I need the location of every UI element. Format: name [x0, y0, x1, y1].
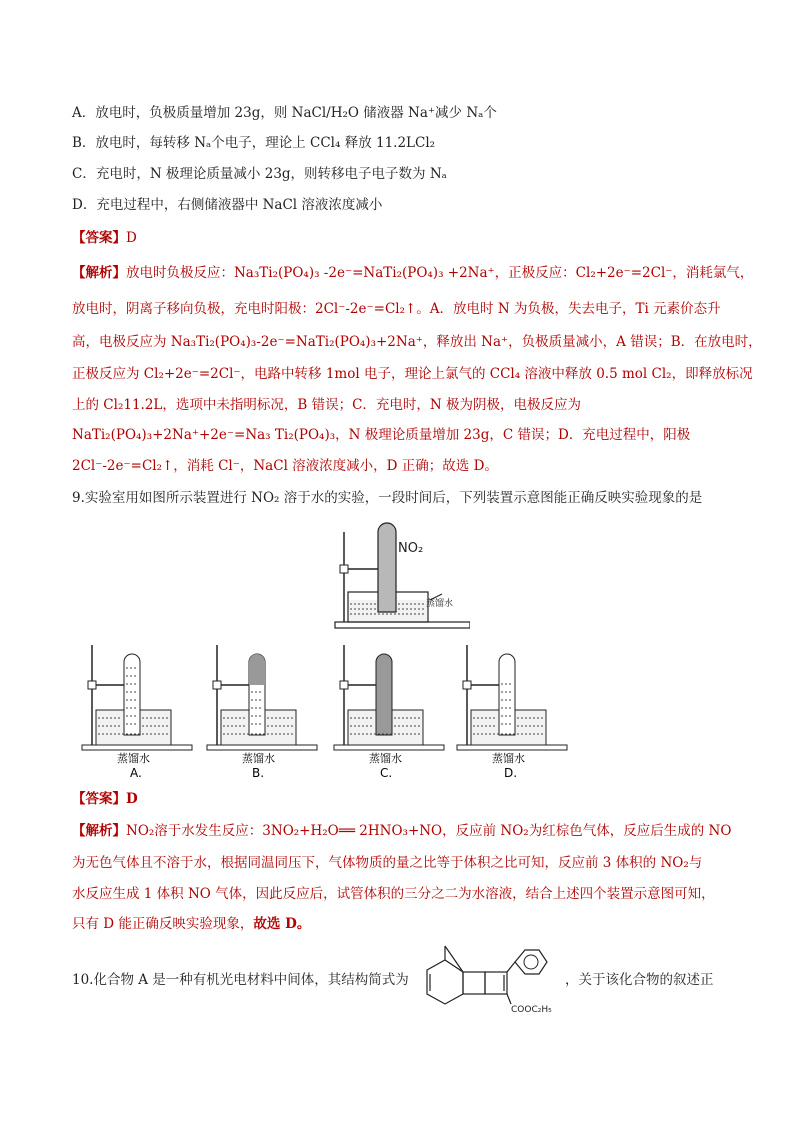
q8-analysis-line-2: 放电时，阴离子移向负极，充电时阳极：2Cl⁻-2e⁻=Cl₂↑。A．放电时 N 为负极，失去电子，Ti 元素价态升 [72, 301, 721, 317]
q9-analysis-line-3: 水反应生成 1 体积 NO 气体，因此反应后，试管体积的三分之二为水溶液，结合上述四个装置示意图可知， [72, 886, 715, 902]
answer-value: D [126, 791, 138, 807]
q8-analysis-line-5: 上的 Cl₂11.2L，选项中未指明标况，B 错误；C．充电时，N 极为阴极，电极反应为 [72, 397, 582, 413]
q8-analysis-line-4: 正极反应为 Cl₂+2e⁻=2Cl⁻，电路中转移 1mol 电子，理论上氯气的 CCl₄ 溶液中释放 0.5 mol Cl₂，即释放标况 [72, 366, 753, 382]
figure-option-d [457, 645, 567, 750]
q8-answer [72, 228, 137, 248]
stand-base [335, 622, 470, 628]
q8-analysis-line-7: 2Cl⁻-2e⁻=Cl₂↑，消耗 Cl⁻，NaCl 溶液浓度减小，D 正确；故选 D。 [72, 458, 498, 474]
option-figures [62, 640, 722, 780]
ester-group-label: COOC₂H₅ [511, 1005, 552, 1014]
q8-option-a: A．放电时，负极质量增加 23g，则 NaCl/H₂O 储液器 Na⁺减少 Nₐ个 [72, 105, 497, 121]
answer-tag: 【答案】 [72, 230, 126, 246]
option-label-b: B. [252, 766, 265, 780]
analysis-text: 放电时负极反应：Na₃Ti₂(PO₄)₃ -2e⁻=NaTi₂(PO₄)₃ +2Na⁺，正极反应：Cl₂+2e⁻=2Cl⁻，消耗氯气， [126, 265, 754, 281]
option-label-a: A. [130, 766, 142, 780]
structure-formula [415, 942, 575, 1014]
water-label-c: 蒸馏水 [369, 752, 402, 765]
water-label-b: 蒸馏水 [242, 752, 275, 765]
q9-analysis-line-4 [72, 914, 310, 934]
analysis-conclusion: 故选 D。 [253, 916, 311, 932]
figure-option-c [334, 645, 444, 750]
test-tube-no2 [378, 523, 396, 612]
apparatus-figure [330, 522, 470, 632]
analysis-tag: 【解析】 [72, 823, 126, 839]
analysis-tag: 【解析】 [72, 265, 126, 281]
figure-option-b [207, 645, 317, 750]
analysis-text: 只有 D 能正确反映实验现象， [72, 916, 254, 932]
clamp [340, 565, 348, 573]
q10-stem-start: 10.化合物 A 是一种有机光电材料中间体，其结构简式为 [72, 972, 409, 988]
answer-tag: 【答案】 [72, 791, 126, 807]
q10-stem-end: ，关于该化合物的叙述正 [565, 972, 714, 988]
q9-analysis-line-1 [72, 821, 731, 841]
water-label: 蒸馏水 [426, 599, 454, 609]
q9-answer [72, 789, 138, 809]
option-label-c: C. [380, 766, 393, 780]
q8-option-c: C．充电时，N 极理论质量减小 23g，则转移电子电子数为 Nₐ [72, 166, 447, 182]
q8-option-b: B．放电时，每转移 Nₐ个电子，理论上 CCl₄ 释放 11.2LCl₂ [72, 135, 436, 151]
gas-label: NO₂ [398, 541, 424, 556]
q9-stem: 9.实验室用如图所示装置进行 NO₂ 溶于水的实验，一段时间后，下列装置示意图能正确反映实验现象的是 [72, 490, 703, 506]
answer-value: D [126, 230, 137, 246]
water-label-a: 蒸馏水 [117, 752, 150, 765]
analysis-text: NO₂溶于水发生反应：3NO₂+H₂O══ 2HNO₃+NO，反应前 NO₂为红棕色气体，反应后生成的 NO [126, 823, 732, 839]
q8-analysis-line-6: NaTi₂(PO₄)₃+2Na⁺+2e⁻=Na₃ Ti₂(PO₄)₃，N 极理论质量增加 23g，C 错误；D．充电过程中，阳极 [72, 427, 691, 443]
water-label-d: 蒸馏水 [492, 752, 525, 765]
q8-option-d: D．充电过程中，右侧储液器中 NaCl 溶液浓度减小 [72, 197, 383, 213]
q8-analysis-line-1 [72, 263, 753, 283]
option-label-d: D. [504, 766, 518, 780]
q8-analysis-line-3: 高，电极反应为 Na₃Ti₂(PO₄)₃-2e⁻=NaTi₂(PO₄)₃+2Na⁺，释放出 Na⁺，负极质量减小，A 错误；B．在放电时， [72, 334, 762, 350]
q9-analysis-line-2: 为无色气体且不溶于水，根据同温同压下，气体物质的量之比等于体积之比可知，反应前 3 体积的 NO₂与 [72, 855, 703, 871]
figure-option-a [82, 645, 192, 750]
